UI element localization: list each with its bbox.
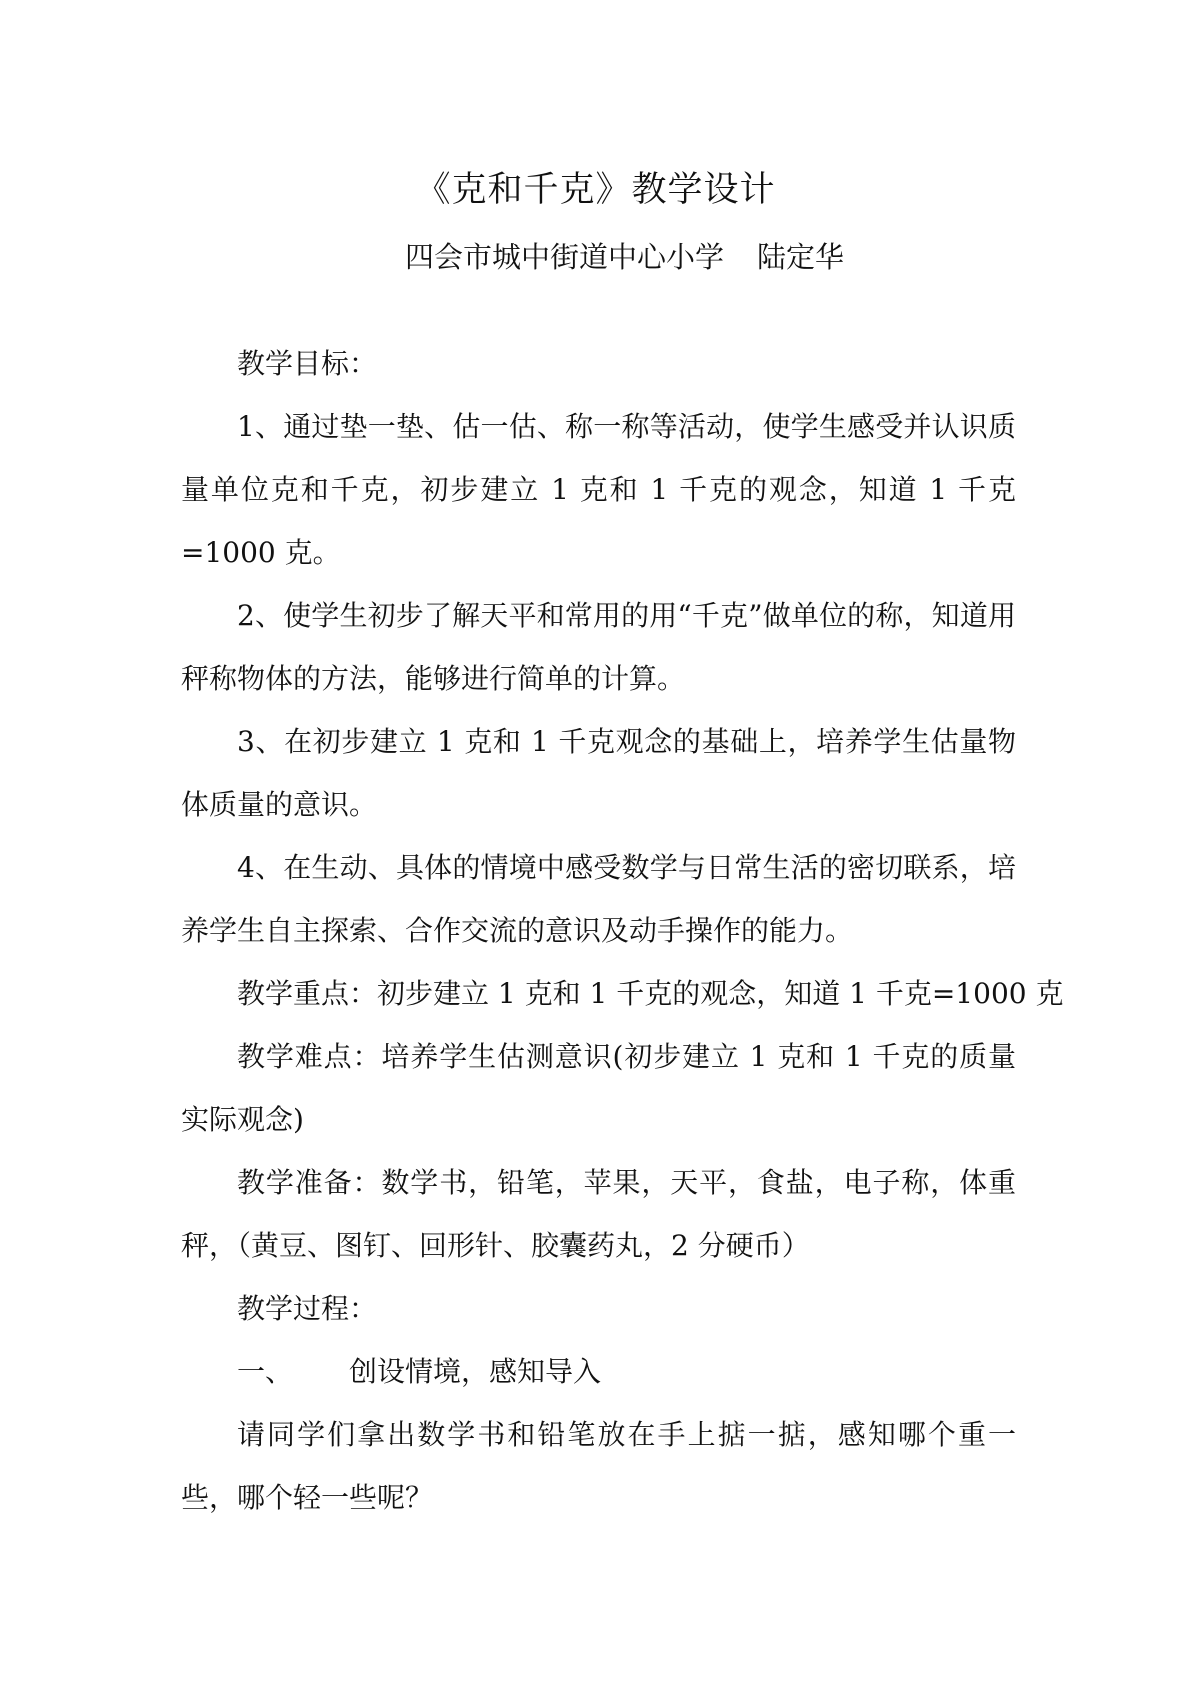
objectives-heading: 教学目标：	[237, 347, 378, 380]
objective-item-3: 3、在初步建立 1 克和 1 千克观念的基础上，培养学生估量物体质量的意识。	[181, 725, 1016, 821]
process-heading: 教学过程：	[237, 1292, 378, 1325]
objective-item-2: 2、使学生初步了解天平和常用的用“千克”做单位的称，知道用秤称物体的方法，能够进行简单的计算。	[181, 599, 1016, 695]
difficulty: 教学难点：培养学生估测意识(初步建立 1 克和 1 千克的质量实际观念)	[181, 1040, 1016, 1136]
school-name: 四会市城中街道中心小学	[405, 240, 725, 274]
document-title: 《克和千克》教学设计	[415, 170, 776, 210]
document-byline	[405, 238, 844, 276]
key-point: 教学重点：初步建立 1 克和 1 千克的观念，知道 1 千克=1000 克	[237, 977, 1064, 1010]
document-body	[181, 332, 1064, 1529]
section-1-title: 创设情境，感知导入	[349, 1355, 602, 1388]
section-1-heading	[181, 1340, 1016, 1403]
preparation: 教学准备：数学书，铅笔，苹果，天平，食盐，电子称，体重秤，（黄豆、图钉、回形针、胶囊药丸，2 分硬币）	[181, 1166, 1016, 1262]
author-name: 陆定华	[757, 240, 845, 274]
section-1-number: 一、	[237, 1355, 294, 1388]
objective-item-4: 4、在生动、具体的情境中感受数学与日常生活的密切联系，培养学生自主探索、合作交流的意识及动手操作的能力。	[181, 851, 1016, 947]
section-1-text: 请同学们拿出数学书和铅笔放在手上掂一掂，感知哪个重一些，哪个轻一些呢？	[181, 1418, 1016, 1514]
objective-item-1: 1、通过垫一垫、估一估、称一称等活动，使学生感受并认识质量单位克和千克，初步建立 1 克和 1 千克的观念，知道 1 千克=1000 克。	[181, 410, 1016, 569]
